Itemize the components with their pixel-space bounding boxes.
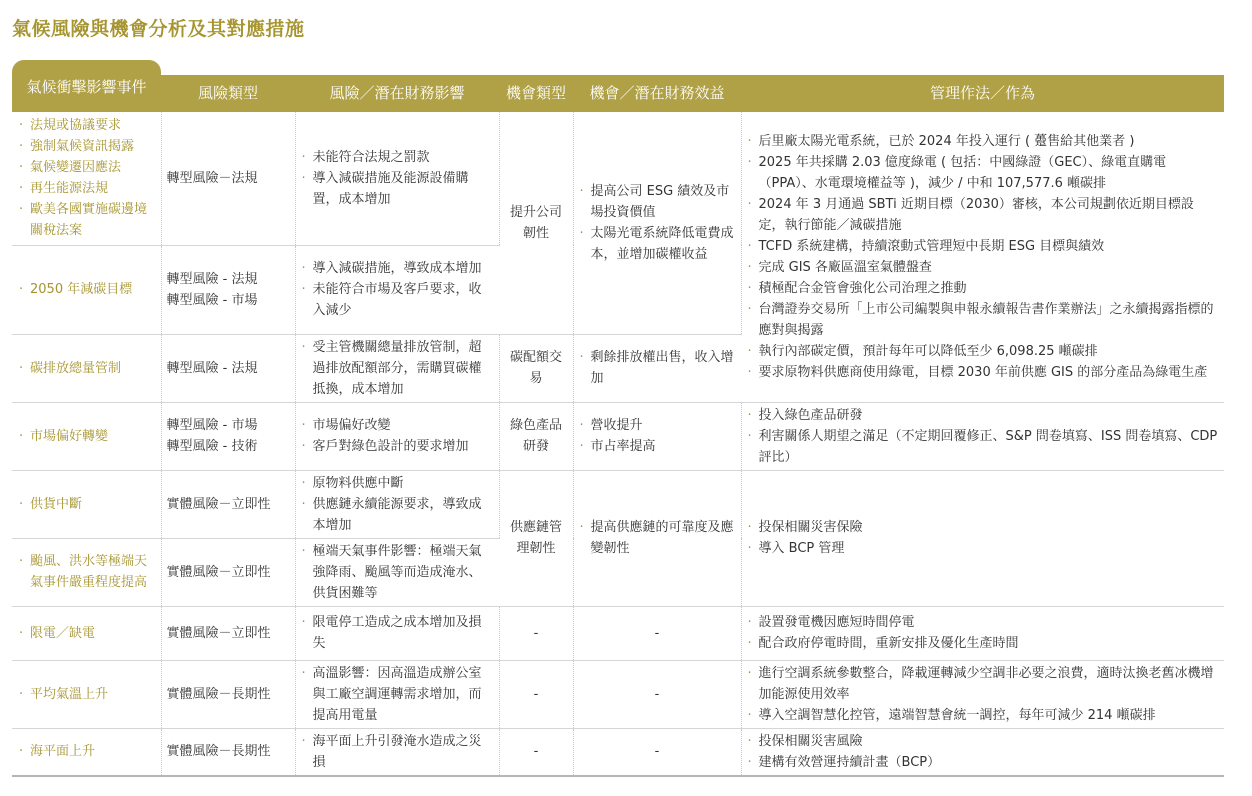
event-cell <box>12 245 161 334</box>
risk-type-cell <box>161 245 295 334</box>
risk-type: 轉型風險 - 法規 <box>166 360 258 376</box>
risk-type-cell <box>161 112 295 245</box>
opportunity-type: 提升公司韌性 <box>509 204 562 241</box>
opportunity-type: 碳配額交易 <box>509 350 562 386</box>
header-event: 氣候衝擊影響事件 <box>12 75 161 112</box>
risk-impact-cell <box>295 402 499 470</box>
opportunity-type: 綠色產品研發 <box>509 418 562 454</box>
header-risk-type: 風險類型 <box>161 75 295 112</box>
management-item: · 2025 年共採購 2.03 億度綠電 ( 包括：中國綠證（GEC）、綠電直購電（PPA）、水電環境權益等 )，減少 / 中和 107,577.6 噸碳排 <box>747 152 1220 194</box>
event-item: · 碳排放總量管制 <box>18 358 156 379</box>
risk-item: · 未能符合市場及客戶要求，收入減少 <box>301 279 495 321</box>
table-row <box>12 660 1224 728</box>
event-item: · 氣候變遷因應法 <box>18 157 156 178</box>
management-item: · 設置發電機因應短時間停電 <box>747 612 1220 633</box>
risk-item: · 供應鏈永續能源要求，導致成本增加 <box>301 494 494 536</box>
event-item: · 海平面上升 <box>18 741 156 762</box>
climate-risk-table <box>12 75 1224 777</box>
management-item: · 台灣證券交易所「上市公司編製與申報永續報告書作業辦法」之永續揭露指標的應對與揭露 <box>747 299 1220 341</box>
risk-item: · 客戶對綠色設計的要求增加 <box>301 436 494 457</box>
event-cell <box>12 470 161 538</box>
table-row <box>12 112 1224 245</box>
risk-item: · 高溫影響：因高溫造成辦公室與工廠空調運轉需求增加，而提高用電量 <box>301 663 494 726</box>
risk-impact-cell <box>295 112 499 245</box>
event-cell <box>12 660 161 728</box>
management-item: · 投入綠色產品研發 <box>747 405 1220 426</box>
opportunity-type-cell <box>499 470 573 606</box>
risk-type-cell <box>161 728 295 776</box>
management-item: · 投保相關災害保險 <box>747 517 1220 538</box>
management-item: · 導入空調智慧化控管，遠端智慧會統一調控，每年可減少 214 噸碳排 <box>747 705 1220 726</box>
risk-type: 實體風險－立即性 <box>166 564 271 580</box>
risk-type-cell <box>161 470 295 538</box>
management-item: · 進行空調系統參數整合，降載運轉減少空調非必要之浪費，適時汰換老舊冰機增加能源使用效率 <box>747 663 1220 705</box>
risk-impact-cell <box>295 728 499 776</box>
risk-type: 轉型風險 - 技術 <box>166 439 258 454</box>
event-item: · 限電／缺電 <box>18 623 156 644</box>
management-item: · 導入 BCP 管理 <box>747 538 1220 559</box>
risk-type: 轉型風險－法規 <box>166 170 258 186</box>
event-item: · 平均氣溫上升 <box>18 684 156 705</box>
risk-type-cell <box>161 334 295 402</box>
opportunity-benefit-cell <box>573 660 741 728</box>
management-cell <box>741 470 1224 606</box>
opportunity-type: - <box>533 625 539 641</box>
opportunity-type-cell <box>499 402 573 470</box>
risk-item: · 市場偏好改變 <box>301 415 494 436</box>
risk-item: · 原物料供應中斷 <box>301 473 494 494</box>
opportunity-type-cell <box>499 606 573 660</box>
event-cell <box>12 728 161 776</box>
risk-type: 實體風險－長期性 <box>166 686 271 702</box>
management-item: · 后里廠太陽光電系統，已於 2024 年投入運行 ( 躉售給其他業者 ) <box>747 131 1220 152</box>
table-row <box>12 470 1224 538</box>
opportunity-type: - <box>533 744 539 759</box>
benefit-item: · 剩餘排放權出售，收入增加 <box>579 347 737 389</box>
management-cell <box>741 728 1224 776</box>
risk-type: 轉型風險 - 市場 <box>166 292 258 308</box>
risk-impact-cell <box>295 538 499 606</box>
management-item: · TCFD 系統建構，持續滾動式管理短中長期 ESG 目標與績效 <box>747 236 1220 257</box>
table-row <box>12 728 1224 776</box>
management-item: · 要求原物料供應商使用綠電，目標 2030 年前供應 GIS 的部分產品為綠電生產 <box>747 362 1220 383</box>
benefit-item: - <box>654 686 660 702</box>
benefit-item: · 太陽光電系統降低電費成本，並增加碳權收益 <box>579 223 736 265</box>
risk-type: 實體風險－立即性 <box>166 496 271 512</box>
page-title: 氣候風險與機會分析及其對應措施 <box>12 18 305 40</box>
management-item: · 執行內部碳定價，預計每年可以降低至少 6,098.25 噸碳排 <box>747 341 1220 362</box>
risk-item: · 限電停工造成之成本增加及損失 <box>301 612 494 654</box>
event-item: · 供貨中斷 <box>18 494 156 515</box>
table-row <box>12 606 1224 660</box>
management-cell <box>741 402 1224 470</box>
risk-type-cell <box>161 660 295 728</box>
event-cell <box>12 334 161 402</box>
risk-impact-cell <box>295 334 499 402</box>
management-item: · 積極配合金管會強化公司治理之推動 <box>747 278 1220 299</box>
risk-type: 轉型風險 - 法規 <box>166 271 258 287</box>
opportunity-benefit-cell <box>573 470 741 606</box>
management-cell <box>741 660 1224 728</box>
opportunity-benefit-cell <box>573 606 741 660</box>
benefit-item: - <box>654 625 660 641</box>
opportunity-type-cell <box>499 660 573 728</box>
opportunity-benefit-cell <box>573 112 741 334</box>
event-cell <box>12 402 161 470</box>
management-item: · 建構有效營運持續計畫（BCP） <box>747 752 1220 773</box>
management-item: · 利害關係人期望之滿足（不定期回覆修正、S&P 問卷填寫、ISS 問卷填寫、CDP 評比） <box>747 426 1220 468</box>
benefit-item: · 提高公司 ESG 績效及市場投資價值 <box>579 181 736 223</box>
header-opportunity-type: 機會類型 <box>499 75 573 112</box>
benefit-item: - <box>654 744 660 759</box>
opportunity-benefit-cell <box>573 334 741 402</box>
risk-item: · 導入減碳措施，導致成本增加 <box>301 258 495 279</box>
opportunity-type: - <box>533 686 539 702</box>
risk-type-cell <box>161 402 295 470</box>
benefit-item: · 提高供應鏈的可靠度及應變韌性 <box>579 517 736 559</box>
risk-item: · 受主管機關總量排放管制，超過排放配額部分，需購買碳權抵換，成本增加 <box>301 337 494 400</box>
header-risk-impact: 風險／潛在財務影響 <box>295 75 499 112</box>
event-item: · 2050 年減碳目標 <box>18 279 156 300</box>
event-item: · 強制氣候資訊揭露 <box>18 136 156 157</box>
risk-item: · 導入減碳措施及能源設備購置，成本增加 <box>301 168 494 210</box>
header-opportunity-benefit: 機會／潛在財務效益 <box>573 75 741 112</box>
management-item: · 完成 GIS 各廠區溫室氣體盤查 <box>747 257 1220 278</box>
risk-type: 轉型風險 - 市場 <box>166 418 258 433</box>
event-item: · 歐美各國實施碳邊境關稅法案 <box>18 199 156 241</box>
event-item: · 颱風、洪水等極端天氣事件嚴重程度提高 <box>18 551 156 593</box>
management-cell <box>741 606 1224 660</box>
event-cell <box>12 112 161 245</box>
opportunity-type-cell <box>499 334 573 402</box>
management-item: · 配合政府停電時間，重新安排及優化生產時間 <box>747 633 1220 654</box>
header-management: 管理作法／作為 <box>741 75 1224 112</box>
opportunity-type: 供應鏈管理韌性 <box>509 520 562 556</box>
risk-item: · 海平面上升引發淹水造成之災損 <box>301 731 494 773</box>
risk-impact-cell <box>295 470 499 538</box>
benefit-item: · 市占率提高 <box>579 436 736 457</box>
risk-impact-cell <box>295 245 499 334</box>
management-cell <box>741 112 1224 402</box>
event-cell <box>12 538 161 606</box>
event-item: · 法規或協議要求 <box>18 115 156 136</box>
risk-impact-cell <box>295 606 499 660</box>
risk-item: · 極端天氣事件影響：極端天氣強降雨、颱風等而造成淹水、供貨困難等 <box>301 541 495 604</box>
opportunity-type-cell <box>499 112 573 334</box>
management-item: · 投保相關災害風險 <box>747 731 1220 752</box>
event-item: · 市場偏好轉變 <box>18 426 156 447</box>
risk-item: · 未能符合法規之罰款 <box>301 147 494 168</box>
benefit-item: · 營收提升 <box>579 415 736 436</box>
risk-impact-cell <box>295 660 499 728</box>
risk-type-cell <box>161 538 295 606</box>
table-header-row <box>12 75 1224 112</box>
risk-type: 實體風險－立即性 <box>166 625 271 641</box>
opportunity-benefit-cell <box>573 402 741 470</box>
event-item: · 再生能源法規 <box>18 178 156 199</box>
risk-type: 實體風險－長期性 <box>166 744 271 759</box>
opportunity-type-cell <box>499 728 573 776</box>
opportunity-benefit-cell <box>573 728 741 776</box>
event-cell <box>12 606 161 660</box>
risk-type-cell <box>161 606 295 660</box>
management-item: · 2024 年 3 月通過 SBTi 近期目標（2030）審核，本公司規劃依近期目標設定，執行節能／減碳措施 <box>747 194 1220 236</box>
table-row <box>12 402 1224 470</box>
